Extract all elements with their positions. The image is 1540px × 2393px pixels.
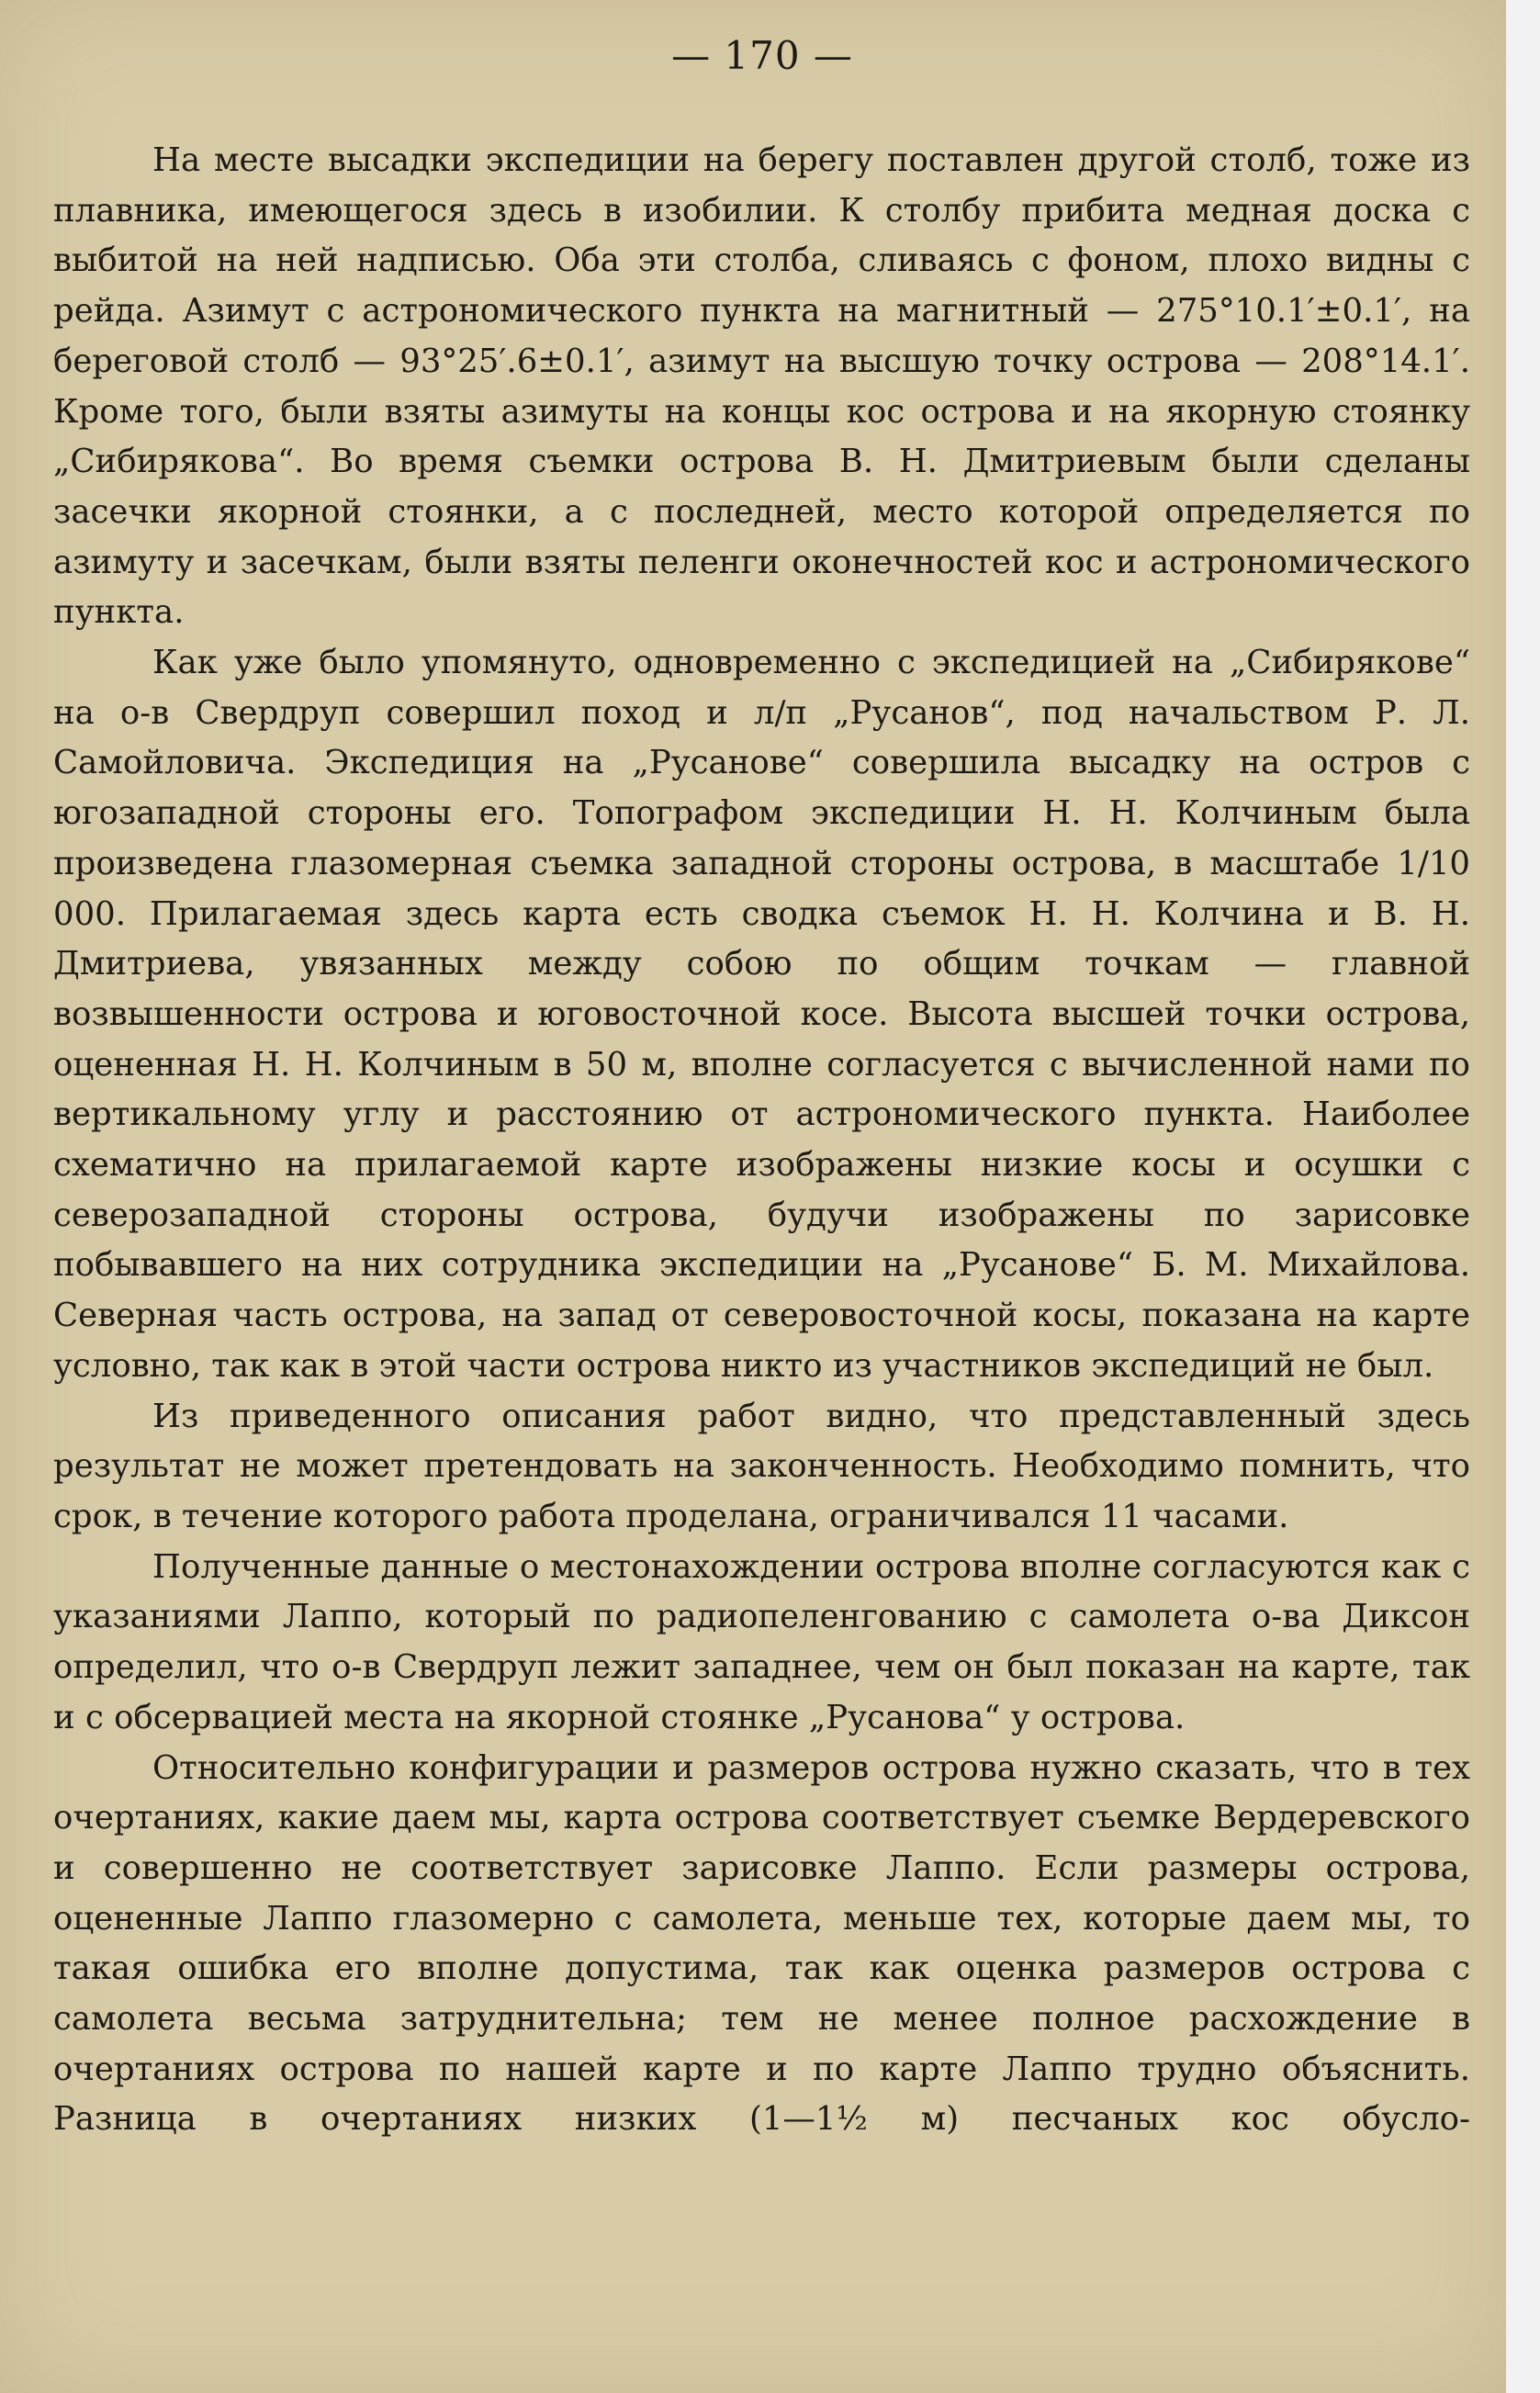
paragraph-3: Из приведенного описания работ видно, что представленный здесь результат не может претендовать на законченность. Необходимо помнить, что срок, в течение которого работа проделана, ограничивался 11 часами. bbox=[53, 1397, 1470, 1535]
body-text bbox=[53, 136, 1470, 2145]
paragraph-5: Относительно конфигурации и размеров острова нужно сказать, что в тех очертаниях, какие даем мы, карта острова соответствует съемке Вердеревского и совершенно не соответствует зарисовке Лаппо. Если размеры острова, оцененные Лаппо глазомерно с самолета, меньше тех, которые даем мы, то такая ошибка его вполне допустима, так как оценка размеров острова с самолета весьма затруднительна; тем не менее полное расхождение в очертаниях острова по нашей карте и по карте Лаппо трудно объяснить. Разница в очертаниях низких (1—1½ м) песчаных кос обусло- bbox=[53, 1748, 1470, 2139]
page-number: — 170 — bbox=[671, 33, 853, 78]
paragraph-4: Полученные данные о местонахождении острова вполне согласуются как с указаниями Лаппо, который по радиопеленгованию с самолета о-ва Диксон определил, что о-в Свердруп лежит западнее, чем он был показан на карте, так и с обсервацией места на якорной стоянке „Русанова“ у острова. bbox=[53, 1547, 1470, 1736]
paragraph-2: Как уже было упомянуто, одновременно с экспедицией на „Сибирякове“ на о-в Свердруп совершил поход и л/п „Русанов“, под начальством Р. Л. Самойловича. Экспедиция на „Русанове“ совершила высадку на остров с югозападной стороны его. Топографом экспедиции Н. Н. Колчиным была произведена глазомерная съемка западной стороны острова, в масштабе 1/10 000. Прилагаемая здесь карта есть сводка съемок Н. Н. Колчина и В. Н. Дмитриева, увязанных между собою по общим точкам — главной возвышенности острова и юговосточной косе. Высота высшей точки острова, оцененная Н. Н. Колчиным в 50 м, вполне согласуется с вычисленной нами по вертикальному углу и расстоянию от астрономического пункта. Наиболее схематично на прилагаемой карте изображены низкие косы и осушки с северозападной стороны острова, будучи изображены по зарисовке побывавшего на них сотрудника экспедиции на „Русанове“ Б. М. Михайлова. Северная часть острова, на запад от северовосточной косы, показана на карте условно, так как в этой части острова никто из участников экспедиций не был. bbox=[53, 644, 1470, 1385]
paragraph-1: На месте высадки экспедиции на берегу поставлен другой столб, тоже из плавника, имеющегося здесь в изобилии. К столбу прибита медная доска с выбитой на ней надписью. Оба эти столба, сливаясь с фоном, плохо видны с рейда. Азимут с астрономического пункта на магнитный — 275°10.1′±0.1′, на береговой столб — 93°25′.6±0.1′, азимут на высшую точку острова — 208°14.1′. Кроме того, были взяты азимуты на концы кос острова и на якорную стоянку „Сибирякова“. Во время съемки острова В. Н. Дмитриевым были сделаны засечки якорной стоянки, а с последней, место которой определяется по азимуту и засечкам, были взяты пеленги оконечностей кос и астрономического пункта. bbox=[53, 141, 1470, 632]
scan-margin bbox=[1506, 0, 1540, 2393]
